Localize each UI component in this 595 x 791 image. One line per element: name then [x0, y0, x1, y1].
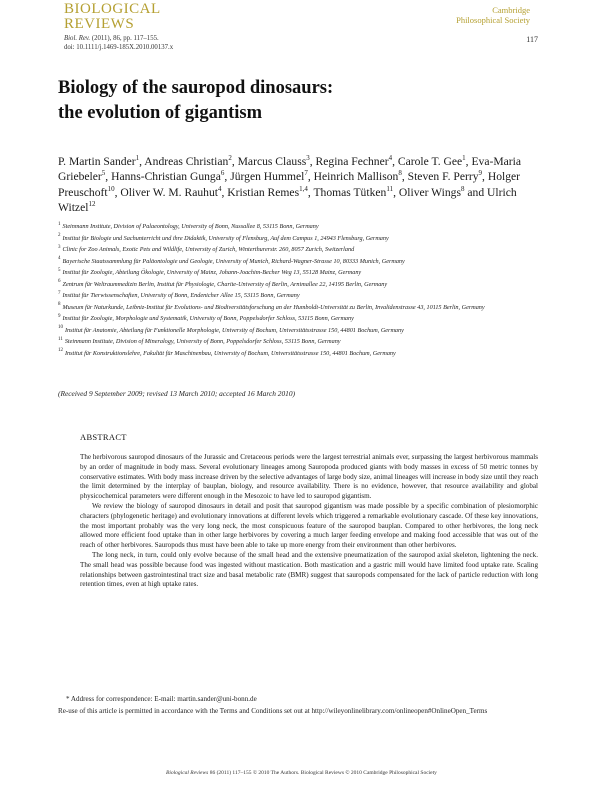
correspondence-footnote[interactable]: * Address for correspondence: E-mail: martin.sander@uni-bonn.de	[66, 695, 257, 703]
affiliation-text: Museum für Naturkunde, Leibniz-Institut für Evolutions- und Biodiversitätsforschung an der Humboldt-Universität zu Berlin, Invalidenstrasse 43, 10115 Berlin, Germany	[62, 303, 485, 311]
received-dates: (Received 9 September 2009; revised 13 March 2010; accepted 16 March 2010)	[58, 389, 296, 398]
journal-logo-line2: REVIEWS	[64, 16, 135, 32]
author-affiliation-number: 1	[462, 154, 466, 163]
author-affiliation-number: 9	[478, 169, 483, 178]
author-separator: and	[464, 185, 488, 199]
affiliation	[58, 302, 533, 314]
author-separator: ,	[401, 170, 408, 184]
author-affiliation-number: 1,4	[299, 184, 308, 193]
doi[interactable]: doi: 10.1111/j.1469-185X.2010.00137.x	[64, 43, 174, 51]
author	[144, 155, 237, 168]
affiliation-text: Institut für Tierwissenschaften, University of Bonn, Endenicher Allee 15, 53115 Bonn, Germany	[62, 292, 300, 299]
author-separator: ,	[392, 155, 398, 168]
author-affiliation-number: 4	[217, 184, 222, 193]
author	[316, 155, 398, 168]
reuse-footnote[interactable]: Re-use of this article is permitted in accordance with the Terms and Conditions set out at http://wileyonlinelibrary.com/onlineopen#OnlineOpen_Terms	[58, 706, 488, 715]
author-affiliation-number: 8	[398, 169, 402, 178]
author-name: Kristian Remes	[227, 185, 300, 199]
author-name: Andreas Christian	[144, 155, 229, 168]
author-affiliation-number: 3	[306, 154, 310, 163]
author-name: P. Martin Sander	[58, 155, 136, 168]
affiliation-text: Institut für Konstruktionslehre, Fakultät für Maschinenbau, University of Bochum, Universitätsstrasse 150, 44801 Bochum, Germany	[65, 349, 396, 357]
author-separator: ,	[309, 155, 316, 168]
affiliation-text: Institut für Biologie und Sachunterricht und ihre Didaktik, University of Flensburg, Auf dem Campus 1, 24943 Flensburg, Germany	[62, 234, 389, 242]
affiliation-text: Institut für Anatomie, Abteilung für Funktionelle Morphologie, University of Bochum, Universitätsstrasse 150, 44801 Bochum, Germany	[65, 326, 404, 334]
affiliation-number: 2	[58, 233, 61, 239]
author	[238, 155, 316, 168]
affiliation-number: 6	[58, 279, 61, 285]
author	[120, 186, 227, 199]
author-separator: ,	[231, 155, 238, 168]
author-affiliation-number: 7	[304, 169, 308, 178]
affiliation-number: 11	[58, 336, 63, 342]
author-affiliation-number: 5	[101, 169, 106, 178]
author-affiliation-number: 6	[220, 169, 225, 178]
affiliation-text: Bayerische Staatssammlung für Paläontologie und Geologie, University of Munich, Richard-Wagner-Strasse 10, 80333 Munich, Germany	[62, 257, 405, 265]
affiliation	[58, 279, 533, 291]
author-separator: ,	[307, 170, 314, 184]
author-separator: ,	[482, 170, 488, 184]
affiliation-number: 10	[58, 325, 63, 331]
author-affiliation-number: 12	[88, 200, 96, 209]
affiliation	[58, 348, 533, 360]
author	[398, 155, 472, 168]
author	[58, 155, 144, 168]
title-line-2: the evolution of gigantism	[58, 103, 263, 123]
author	[227, 186, 313, 199]
affiliation-text: Steinmann Institute, Division of Palaeontology, University of Bonn, Nussallee 8, 53115 Bonn, Germany	[62, 223, 319, 230]
affiliation-number: 8	[58, 302, 61, 308]
author-separator: ,	[221, 185, 228, 199]
article-title	[58, 76, 518, 126]
publisher-logo-line1: Cambridge	[492, 5, 530, 15]
affiliation	[58, 325, 533, 337]
author-name: Carole T. Gee	[397, 155, 463, 168]
affiliation	[58, 267, 533, 279]
affiliation	[58, 221, 533, 233]
footer-copyright: 86 (2011) 117–155 © 2010 The Authors. Biological Reviews © 2010 Cambridge Philosophical Society	[209, 770, 437, 776]
author	[111, 170, 230, 183]
footnotes	[58, 695, 533, 718]
affiliation	[58, 290, 533, 302]
author-affiliation-number: 4	[388, 154, 393, 163]
journal-logo	[64, 2, 161, 32]
affiliation-text: Institut für Zoologie, Morphologie und Systematik, University of Bonn, Poppelsdorfer Schloss, 53115 Bonn, Germany	[62, 315, 354, 322]
author-separator: ,	[114, 185, 121, 199]
author-name: Thomas Tütken	[313, 185, 387, 199]
author-name: Steven F. Perry	[407, 170, 479, 184]
author-list	[58, 154, 528, 216]
abstract-paragraph: The herbivorous sauropod dinosaurs of the Jurassic and Cretaceous periods were the largest terrestrial animals ever, surpassing the largest herbivorous mammals by an order of magnitude in body mass. Several evolutionary lineages among Sauropoda produced giants with body masses in excess of 50 metric tonnes by conservative estimates. With body mass increase driven by the selective advantages of large body size, animal lineages will increase in body size until they reach the limit determined by the interplay of bauplan, biology, and resource availability. There is no evidence, however, that resource availability and global physicochemical parameters were different enough in the Mesozoic to have led to sauropod gigantism.	[80, 453, 538, 501]
author	[408, 170, 488, 183]
abstract-paragraph: We review the biology of sauropod dinosaurs in detail and posit that sauropod gigantism was made possible by a specific combination of plesiomorphic characters (phylogenetic heritage) and evolutionary innovations at different levels which triggered a remarkable evolutionary cascade. Of these key innovations, the most important probably was the very long neck, the most conspicuous feature of the sauropod bauplan. Compared to other herbivores, the long neck allowed more efficient food uptake than in other large herbivores by covering a much larger feeding envelope and making food accessible that was out of the reach of other herbivores. Sauropods thus must have been able to take up more energy from their environment than other herbivores.	[80, 501, 538, 550]
author-name: Regina Fechner	[315, 155, 389, 168]
affiliation-number: 1	[58, 221, 61, 227]
author-affiliation-number: 2	[228, 154, 232, 163]
citation-journal: Biol. Rev.	[64, 35, 91, 42]
affiliation-number: 12	[58, 348, 63, 354]
page-footer	[166, 770, 437, 776]
affiliation	[58, 256, 533, 268]
author-separator: ,	[393, 185, 399, 199]
author-affiliation-number: 11	[386, 184, 394, 193]
affiliation-text: Zentrum für Weltraummedizin Berlin, Institut für Physiologie, Charite-University of Berlin, Arnimallee 22, 14195 Berlin, Germany	[62, 280, 388, 288]
citation-details: (2011), 86, pp. 117–155.	[91, 35, 159, 42]
author-affiliation-number: 8	[461, 184, 465, 193]
publisher-logo	[430, 6, 530, 25]
author-name: Holger Preuschoft	[58, 170, 521, 199]
author	[230, 170, 313, 183]
author-separator: ,	[224, 170, 231, 184]
author-name: Eva-Maria Griebeler	[58, 155, 522, 184]
author-name: Heinrich Mallison	[313, 170, 399, 184]
author	[313, 186, 398, 199]
title-line-1: Biology of the sauropod dinosaurs:	[58, 78, 334, 98]
affiliation-number: 4	[58, 256, 61, 262]
affiliation	[58, 336, 533, 348]
affiliation-text: Institut für Zoologie, Abteilung Ökologie, University of Mainz, Johann-Joachim-Becher Weg 13, 55128 Mainz, Germany	[62, 269, 362, 276]
citation-block	[64, 35, 173, 52]
author-name: Marcus Clauss	[237, 155, 307, 168]
author	[314, 170, 408, 183]
author-affiliation-number: 10	[107, 184, 115, 193]
affiliations	[58, 221, 533, 359]
publisher-logo-line2: Philosophical Society	[456, 14, 530, 25]
author-separator: ,	[307, 185, 314, 199]
affiliation-number: 9	[58, 313, 61, 319]
journal-logo-line1: BIOLOGICAL	[64, 1, 161, 17]
abstract-body	[80, 453, 538, 590]
affiliation	[58, 313, 533, 325]
author	[399, 186, 487, 199]
author-name: Jürgen Hummel	[230, 170, 305, 184]
abstract-paragraph: The long neck, in turn, could only evolve because of the small head and the extensive pneumatization of the sauropod axial skeleton, lightening the neck. The small head was possible because food was ingested without mastication. Both mastication and a gastric mill would have limited food uptake rate. Scaling relationships between gastrointestinal tract size and basal metabolic rate (BMR) suggest that sauropods compensated for the lack of particle reduction with long retention times, even at high uptake rates.	[80, 550, 538, 589]
affiliation-text: Steinmann Institute, Division of Mineralogy, University of Bonn, Poppelsdorfer Schloss, 53115 Bonn, Germany	[64, 338, 341, 345]
author-name: Oliver Wings	[398, 185, 461, 199]
author-affiliation-number: 1	[135, 154, 140, 163]
author-name: Ulrich Witzel	[58, 185, 517, 215]
affiliation	[58, 233, 533, 245]
affiliation-number: 5	[58, 267, 61, 273]
author-separator: ,	[465, 155, 472, 168]
author-separator: ,	[105, 170, 112, 184]
affiliation	[58, 244, 533, 256]
affiliation-text: Clinic for Zoo Animals, Exotic Pets and Wildlife, University of Zurich, Winterthurerstr. 260, 8057 Zurich, Switzerland	[62, 246, 355, 253]
author-name: Hanns-Christian Gunga	[111, 170, 221, 184]
page-number: 117	[526, 35, 538, 44]
abstract-heading: ABSTRACT	[80, 432, 127, 442]
footer-journal: Biological Reviews	[166, 770, 209, 776]
affiliation-number: 7	[58, 290, 61, 296]
author-separator: ,	[139, 155, 145, 168]
author-name: Oliver W. M. Rauhut	[120, 185, 218, 199]
affiliation-number: 3	[58, 244, 61, 250]
